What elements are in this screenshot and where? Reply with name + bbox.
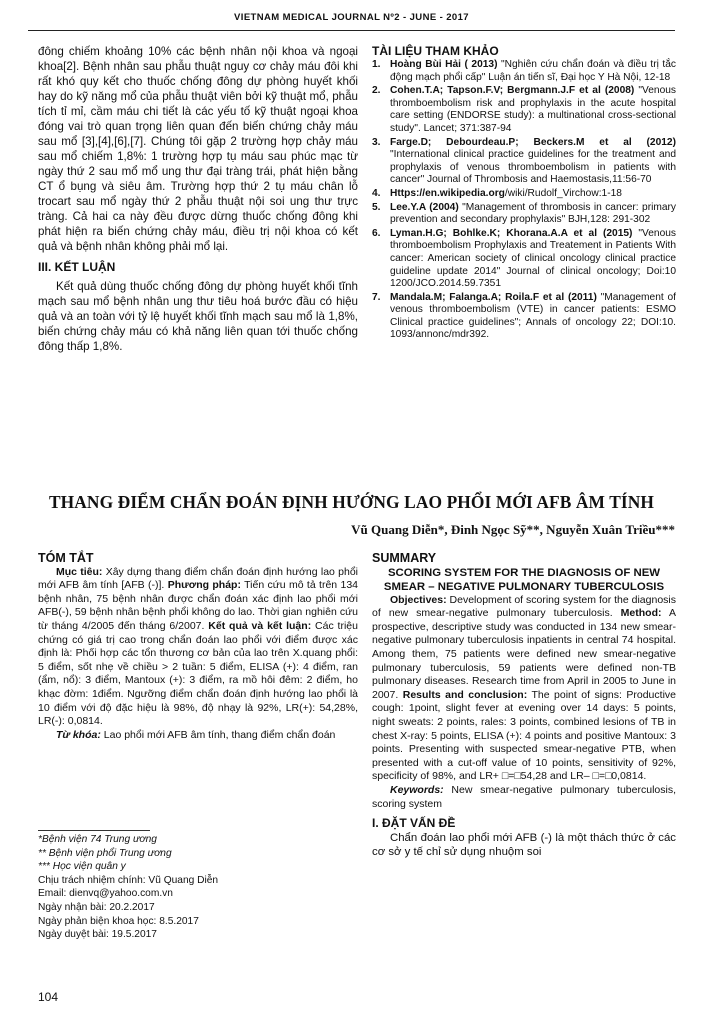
- method-text: Tiến cứu mô tả trên 134 bệnh nhân, 75 bệnh nhân được chẩn đoán xác định lao phổi mới AFB(-), 59 bệnh nhân bệnh phổi không do lao. Thời gian nghiên cứu từ tháng 4/2005 đến tháng 6/2007.: [38, 579, 358, 632]
- vn-abstract: [38, 552, 358, 742]
- objective-label: Mục tiêu:: [56, 565, 103, 578]
- footnotes: [38, 830, 358, 942]
- reference-item: [372, 292, 676, 342]
- reviewed-date: Ngày phản biện khoa học: 8.5.2017: [38, 915, 199, 927]
- results-text: The point of signs: Productive cough: 1point, slight fever at evening over 14 days: 5 points, night sweats: 2 points, rales: 3 points, combined lesions of TB in chest X-ray: 5 points, ELISA (+): 4 points and positive Mantoux: 3 points. Presenting with suspected smear-negative PTB, when presented with a cut-off value of 10 points, sensitivity of 92%, specificity of 98%, and LR+ □=□54,28 and LR– □=□0,0814.: [372, 688, 676, 783]
- reference-number: 6.: [372, 227, 381, 239]
- reference-authors: Mandala.M; Falanga.A; Roila.F et al (2011): [390, 291, 597, 303]
- vn-abstract-text: [38, 566, 358, 729]
- references-list: [372, 59, 676, 342]
- conclusion-heading: III. KẾT LUẬN: [38, 260, 116, 274]
- reference-text: "International clinical practice guidelines for the treatment and prophylaxis of venous thromboembolism in patients with cancer" Journal of Thrombosis and Haemostasis,11:56-70: [390, 149, 676, 186]
- conclusion-paragraph: Kết quả dùng thuốc chống đông dự phòng huyết khối tĩnh mạch sau mổ bệnh nhân ung thư tiêu hoá bước đầu có hiệu quả và an toàn với tỷ lệ huyết khối tĩnh mạch sau mổ là 1,8%, biến chứng chảy máu có khả năng liên quan tới thuốc chống đông thấp 1,8%.: [38, 280, 358, 353]
- references-column: [372, 44, 676, 343]
- prev-article-left-column: [38, 44, 358, 354]
- reference-text: "Venous thromboembolism risk and prophylaxis in the acute hospital care setting (ENDORSE study): a multinational cross-sectional study". Lancet; 371:387-94: [390, 85, 677, 134]
- vn-abstract-heading: TÓM TẮT: [38, 551, 94, 565]
- vn-keywords: [38, 729, 358, 743]
- intro-paragraph: Chẩn đoán lao phổi mới AFB (-) là một thách thức ở các cơ sở y tế chỉ sử dụng nhuộm soi: [372, 831, 676, 859]
- method-text: A prospective, descriptive study was conducted in 134 new smear-negative pulmonary tuberculosis inpatients in central 74 hospital. Among them, 75 patients were defined new smear-negative pulmonary tuberculosis, 59 patients were defined non-TB pulmonary diseases. Research time from April in 2005 to June in 2007.: [372, 607, 676, 701]
- reference-item: [372, 137, 676, 187]
- objectives-text: Development of scoring system for the diagnosis of new smear-negative pulmonary tuberculosis.: [372, 593, 676, 620]
- keywords-label: Keywords:: [390, 783, 444, 796]
- prev-article-body-paragraph: đông chiếm khoảng 10% các bệnh nhân nội khoa và ngoại khoa[2]. Bệnh nhân sau phẫu thuật nguy cơ chảy máu đôi khi rất khó quy kết cho thuốc chống đông dự phòng huyết khối hay do kỹ năng mổ của phẫu thuật viên bởi kỹ thuật mổ, phẫu tích tỉ mỉ, cầm máu chi tiết là các yếu tố kỹ thuật ngoại khoa đóng vai trò quan trọng liên quan đến biến chứng chảy máu sau mổ [3],[4],[6],[7]. Chúng tôi gặp 2 trường hợp chảy máu sau mổ chiếm 1,8%: 1 trường hợp tụ máu sau phúc mạc từ ngày thứ 2 sau mổ mổ ung thư đại tràng trái, phát hiện bằng CT ổ bụng và siêu âm. Trường hợp thứ 2 tụ máu chân lỗ trocart sau mổ ngày thứ 2 phẫu thuật nội soi ung thư trực tràng. Cả hai ca này đều được dừng thuốc chống đông khi phát hiện ra biến chứng chảy máu, điều trị nội khoa có kết quả và bệnh nhân không phải mổ lại.: [38, 45, 358, 253]
- footnote-divider: [38, 830, 150, 831]
- references-heading: TÀI LIỆU THAM KHẢO: [372, 44, 499, 58]
- approved-date: Ngày duyệt bài: 19.5.2017: [38, 929, 157, 941]
- result-label: Kết quả và kết luận:: [208, 619, 312, 632]
- reference-text: "Nghiên cứu chẩn đoán và điều trị tắc động mạch phổi cấp" Luận án tiến sĩ, Đại học Y Hà Nội, 12-18: [390, 59, 676, 83]
- reference-number: 4.: [372, 187, 381, 199]
- reference-number: 5.: [372, 201, 381, 213]
- reference-item: [372, 59, 676, 84]
- reference-item: [372, 85, 676, 135]
- reference-authors: Farge.D; Debourdeau.P; Beckers.M et al (2012): [390, 136, 676, 148]
- keywords-label: Từ khóa:: [56, 728, 101, 741]
- reference-text: "Venous thromboembolism Prophylaxis and Treatement in Patients With cancer: American society of clinical oncology clinical practice guideline update 2014" Journal of clinical oncology; Doi:10 1200/JCO.2014.59.7351: [390, 227, 676, 290]
- page-number: 104: [38, 990, 59, 1004]
- email-line: Email: dienvq@yahoo.com.vn: [38, 888, 173, 900]
- keywords-text: New smear-negative pulmonary tuberculosis, scoring system: [372, 783, 676, 810]
- keywords-text: Lao phổi mới AFB âm tính, thang điểm chẩn đoán: [100, 728, 336, 741]
- reference-number: 2.: [372, 85, 381, 97]
- responsible-author: Chịu trách nhiệm chính: Vũ Quang Diễn: [38, 874, 219, 886]
- reference-link[interactable]: Https://en.wikipedia.org: [390, 187, 505, 199]
- affiliation: *** Học viện quân y: [38, 861, 126, 873]
- en-abstract-heading: SUMMARY: [372, 551, 437, 565]
- objective-text: Xây dựng thang điểm chẩn đoán định hướng lao phổi mới AFB âm tính [AFB (-)].: [38, 565, 358, 592]
- article-title: THANG ĐIỂM CHẨN ĐOÁN ĐỊNH HƯỚNG LAO PHỔI MỚI AFB ÂM TÍNH: [48, 492, 655, 512]
- reference-number: 1.: [372, 59, 381, 70]
- result-text: Các triệu chứng có giá trị cao trong chẩn đoán lao phổi với điểm được xác định là: Phối hợp các tổn thương cơ bản của lao trên X.quang phổi: 5 điểm, sốt nhẹ về chiều > 2 tuần: 5 điểm, ELISA (+): 4 điểm, ran (ẩm, nổ): 3 điểm, Mantoux (+): 3 điểm, ra mồ hôi đêm: 2 điểm, ho khạc đờm: 1điểm. Ngưỡng điểm chẩn đoán định hướng lao phổi là 10 điểm với độ đặc hiệu là 98%, độ nhạy là 92%, LR(+): 54,28%, LR(-): 0,0814.: [38, 619, 358, 728]
- reference-text: "Management of thrombosis in cancer: primary prevention and secondary prophylaxis" BJH,128: 291-302: [390, 201, 676, 226]
- reference-number: 3.: [372, 136, 381, 148]
- results-label: Results and conclusion:: [402, 688, 528, 701]
- method-label: Method:: [620, 607, 662, 620]
- method-label: Phương pháp:: [167, 579, 241, 592]
- article-authors: Vũ Quang Diễn*, Đinh Ngọc Sỹ**, Nguyễn Xuân Triều***: [351, 522, 675, 537]
- journal-header: VIETNAM MEDICAL JOURNAL Nº2 - JUNE - 2017: [28, 12, 675, 31]
- reference-authors: Lee.Y.A (2004): [390, 201, 459, 213]
- intro-heading: I. ĐẶT VẤN ĐỀ: [372, 816, 456, 831]
- affiliation: ** Bệnh viện phổi Trung ương: [38, 847, 172, 859]
- reference-item: [372, 188, 676, 201]
- reference-authors: Hoàng Bùi Hải ( 2013): [390, 59, 498, 70]
- reference-item: [372, 228, 676, 291]
- reference-authors: Lyman.H.G; Bohlke.K; Khorana.A.A et al (2015): [390, 227, 633, 239]
- en-abstract-title: SCORING SYSTEM FOR THE DIAGNOSIS OF NEW SMEAR – NEGATIVE PULMONARY TUBERCULOSIS: [383, 566, 665, 593]
- received-date: Ngày nhận bài: 20.2.2017: [38, 901, 155, 913]
- en-keywords: [372, 784, 676, 811]
- affiliation: *Bệnh viện 74 Trung ương: [38, 834, 157, 845]
- en-abstract: [372, 552, 676, 860]
- reference-authors: Cohen.T.A; Tapson.F.V; Bergmann.J.F et al (2008): [390, 85, 635, 97]
- objectives-label: Objectives:: [390, 593, 447, 606]
- reference-text: "Management of venous thromboembolism (VTE) in cancer patients: ESMO Clinical practice guidelines"; Annals of oncology 22; DOI:10. 1093/annonc/mdr392.: [390, 291, 676, 341]
- reference-number: 7.: [372, 291, 381, 303]
- reference-item: [372, 202, 676, 227]
- en-abstract-text: [372, 594, 676, 784]
- reference-text: /wiki/Rudolf_Virchow:1-18: [504, 187, 622, 199]
